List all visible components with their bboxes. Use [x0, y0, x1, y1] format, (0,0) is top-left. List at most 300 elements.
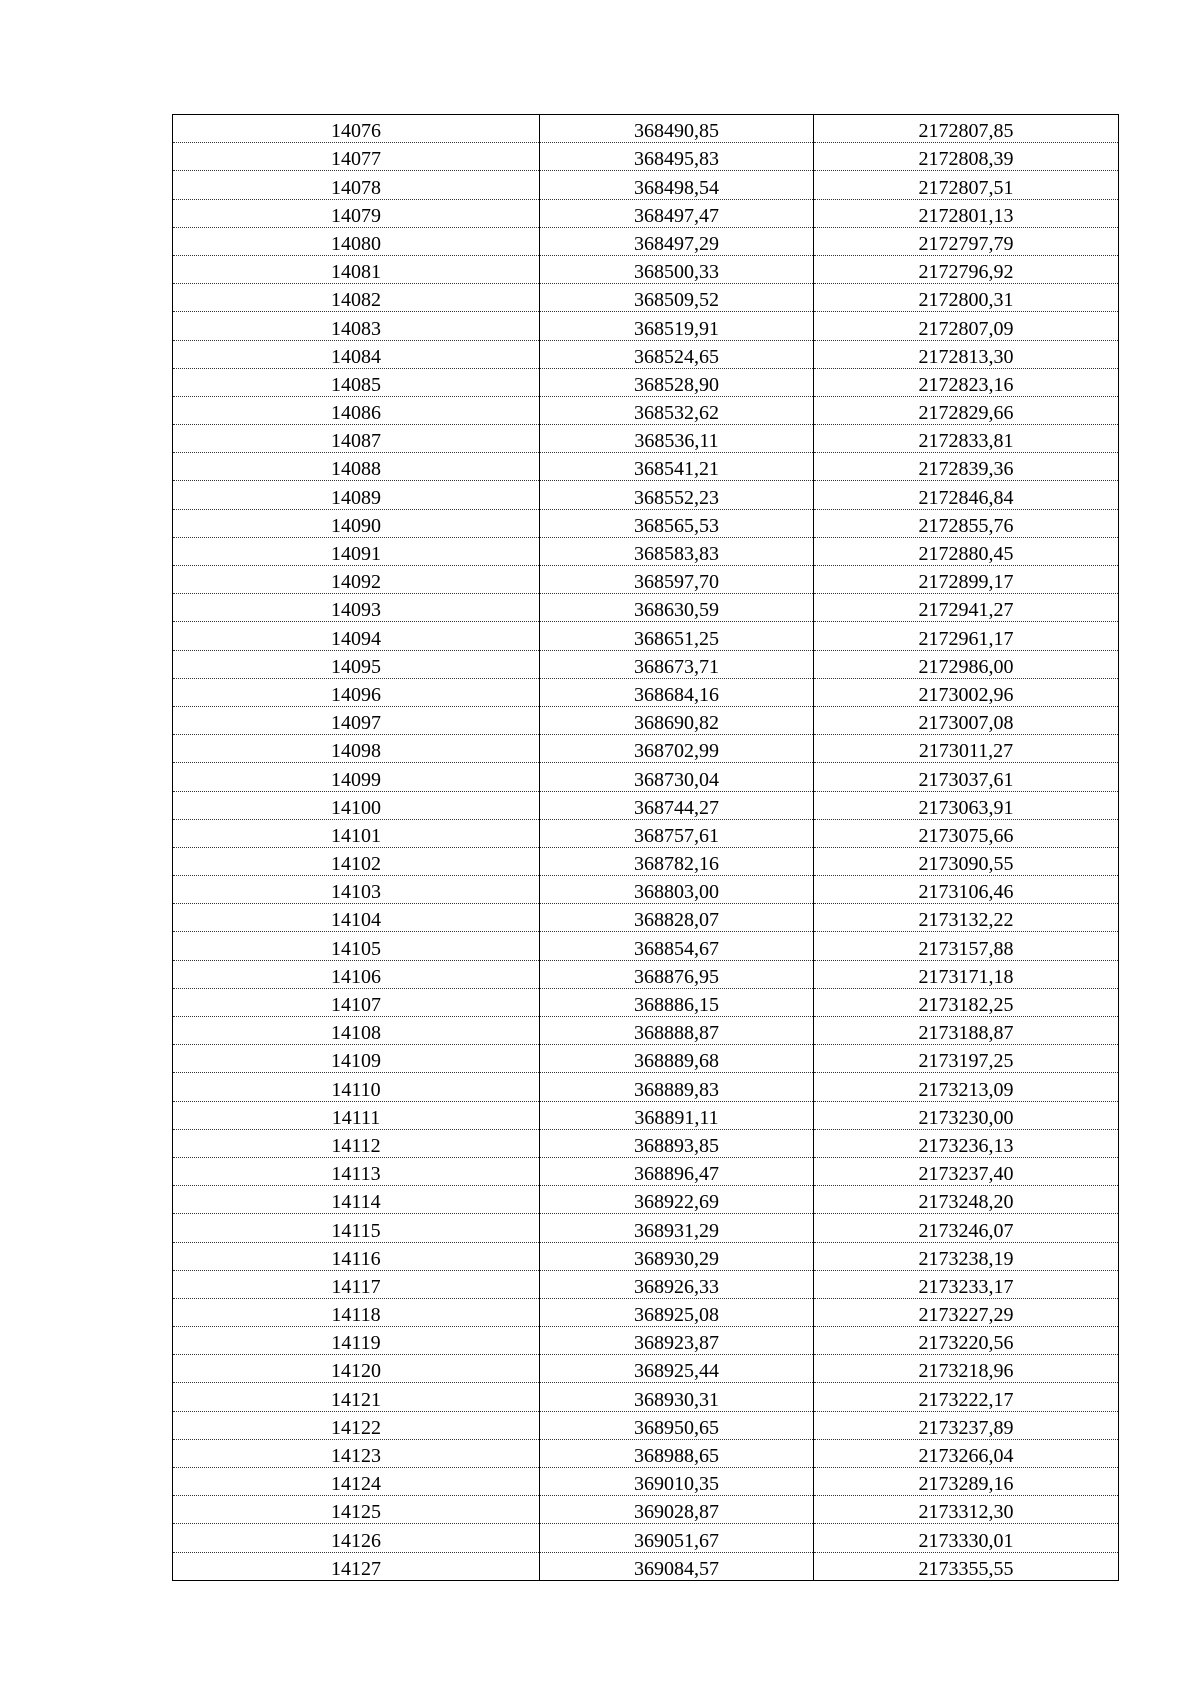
- table-row: [173, 791, 1119, 819]
- cell-text: 2172846,84: [918, 486, 1014, 509]
- cell-text: 368988,65: [634, 1445, 719, 1467]
- cell-text: 368509,52: [634, 289, 719, 312]
- y-coordinate-cell: [814, 425, 1119, 453]
- table-row: [173, 227, 1119, 255]
- cell-text: 2173266,04: [918, 1445, 1014, 1467]
- cell-text: 2172880,45: [918, 543, 1014, 565]
- cell-text: 368889,68: [634, 1050, 719, 1073]
- point-number-cell: [173, 1270, 540, 1298]
- x-coordinate-cell: [540, 537, 814, 565]
- cell-text: 2173230,00: [918, 1106, 1014, 1129]
- cell-text: 368690,82: [634, 712, 719, 735]
- point-number-cell: [173, 932, 540, 960]
- y-coordinate-cell: [814, 199, 1119, 227]
- x-coordinate-cell: [540, 368, 814, 396]
- x-coordinate-cell: [540, 312, 814, 340]
- cell-text: 14119: [331, 1332, 381, 1355]
- y-coordinate-cell: [814, 171, 1119, 199]
- table-row: [173, 622, 1119, 650]
- x-coordinate-cell: [540, 594, 814, 622]
- cell-text: 2172986,00: [918, 655, 1014, 678]
- cell-text: 2172808,39: [918, 148, 1014, 171]
- cell-text: 14123: [331, 1445, 381, 1467]
- cell-text: 368893,85: [634, 1134, 719, 1157]
- x-coordinate-cell: [540, 1468, 814, 1496]
- table-row: [173, 1468, 1119, 1496]
- cell-text: 368673,71: [634, 655, 719, 678]
- cell-text: 2173233,17: [918, 1275, 1014, 1298]
- point-number-cell: [173, 1524, 540, 1552]
- cell-text: 368497,47: [634, 204, 719, 227]
- table-row: [173, 847, 1119, 875]
- x-coordinate-cell: [540, 509, 814, 537]
- table-row: [173, 594, 1119, 622]
- cell-text: 2172839,36: [918, 458, 1014, 481]
- point-number-cell: [173, 537, 540, 565]
- cell-text: 14087: [331, 430, 381, 453]
- cell-text: 368532,62: [634, 402, 719, 425]
- table-row: [173, 1157, 1119, 1185]
- cell-text: 14110: [331, 1078, 381, 1101]
- cell-text: 368931,29: [634, 1219, 719, 1242]
- point-number-cell: [173, 1552, 540, 1580]
- cell-text: 2172807,85: [918, 120, 1014, 143]
- cell-text: 14079: [331, 204, 381, 227]
- table-row: [173, 1496, 1119, 1524]
- cell-text: 368500,33: [634, 261, 719, 284]
- cell-text: 14077: [331, 148, 381, 171]
- cell-text: 368925,44: [634, 1360, 719, 1383]
- cell-text: 14104: [331, 909, 381, 932]
- cell-text: 14098: [331, 740, 381, 763]
- y-coordinate-cell: [814, 622, 1119, 650]
- cell-text: 2173246,07: [918, 1219, 1014, 1242]
- cell-text: 368744,27: [634, 796, 719, 819]
- cell-text: 2173248,20: [918, 1191, 1014, 1214]
- x-coordinate-cell: [540, 1242, 814, 1270]
- cell-text: 14092: [331, 571, 381, 594]
- point-number-cell: [173, 171, 540, 199]
- cell-text: 14093: [331, 599, 381, 622]
- table-row: [173, 340, 1119, 368]
- y-coordinate-cell: [814, 735, 1119, 763]
- cell-text: 368930,31: [634, 1388, 719, 1411]
- cell-text: 2172855,76: [918, 514, 1014, 537]
- point-number-cell: [173, 199, 540, 227]
- point-number-cell: [173, 312, 540, 340]
- x-coordinate-cell: [540, 1157, 814, 1185]
- cell-text: 368552,23: [634, 486, 719, 509]
- table-row: [173, 1101, 1119, 1129]
- y-coordinate-cell: [814, 1214, 1119, 1242]
- point-number-cell: [173, 425, 540, 453]
- cell-text: 368524,65: [634, 345, 719, 368]
- cell-text: 2173330,01: [918, 1529, 1014, 1552]
- table-row: [173, 1186, 1119, 1214]
- cell-text: 14113: [331, 1163, 381, 1186]
- table-row: [173, 706, 1119, 734]
- point-number-cell: [173, 453, 540, 481]
- cell-text: 14080: [331, 232, 381, 255]
- x-coordinate-cell: [540, 1383, 814, 1411]
- y-coordinate-cell: [814, 1468, 1119, 1496]
- cell-text: 14115: [331, 1219, 381, 1242]
- table-row: [173, 396, 1119, 424]
- table-row: [173, 876, 1119, 904]
- cell-text: 2172796,92: [918, 261, 1014, 284]
- table-row: [173, 453, 1119, 481]
- cell-text: 14111: [331, 1106, 381, 1129]
- y-coordinate-cell: [814, 876, 1119, 904]
- cell-text: 2172899,17: [918, 571, 1014, 594]
- x-coordinate-cell: [540, 1017, 814, 1045]
- x-coordinate-cell: [540, 988, 814, 1016]
- y-coordinate-cell: [814, 227, 1119, 255]
- y-coordinate-cell: [814, 706, 1119, 734]
- y-coordinate-cell: [814, 1073, 1119, 1101]
- table-row: [173, 1045, 1119, 1073]
- y-coordinate-cell: [814, 143, 1119, 171]
- point-number-cell: [173, 1468, 540, 1496]
- table-row: [173, 960, 1119, 988]
- cell-text: 14100: [331, 796, 381, 819]
- table-row: [173, 509, 1119, 537]
- cell-text: 14083: [331, 317, 381, 340]
- x-coordinate-cell: [540, 1045, 814, 1073]
- cell-text: 368651,25: [634, 627, 719, 650]
- y-coordinate-cell: [814, 791, 1119, 819]
- point-number-cell: [173, 1214, 540, 1242]
- cell-text: 14089: [331, 486, 381, 509]
- cell-text: 14102: [331, 853, 381, 876]
- cell-text: 368498,54: [634, 176, 719, 199]
- point-number-cell: [173, 1383, 540, 1411]
- point-number-cell: [173, 678, 540, 706]
- y-coordinate-cell: [814, 819, 1119, 847]
- x-coordinate-cell: [540, 904, 814, 932]
- point-number-cell: [173, 960, 540, 988]
- x-coordinate-cell: [540, 876, 814, 904]
- cell-text: 2173037,61: [918, 768, 1014, 791]
- y-coordinate-cell: [814, 1496, 1119, 1524]
- cell-text: 368583,83: [634, 543, 719, 565]
- point-number-cell: [173, 566, 540, 594]
- y-coordinate-cell: [814, 284, 1119, 312]
- cell-text: 14107: [331, 994, 381, 1016]
- y-coordinate-cell: [814, 960, 1119, 988]
- cell-text: 14082: [331, 289, 381, 312]
- cell-text: 14081: [331, 261, 381, 284]
- cell-text: 368926,33: [634, 1275, 719, 1298]
- cell-text: 14094: [331, 627, 381, 650]
- cell-text: 368891,11: [634, 1106, 719, 1129]
- x-coordinate-cell: [540, 1327, 814, 1355]
- table-row: [173, 566, 1119, 594]
- table-row: [173, 1298, 1119, 1326]
- point-number-cell: [173, 1129, 540, 1157]
- table-row: [173, 1073, 1119, 1101]
- x-coordinate-cell: [540, 622, 814, 650]
- cell-text: 14122: [331, 1416, 381, 1439]
- cell-text: 368757,61: [634, 824, 719, 847]
- y-coordinate-cell: [814, 904, 1119, 932]
- point-number-cell: [173, 481, 540, 509]
- cell-text: 369028,87: [634, 1501, 719, 1524]
- point-number-cell: [173, 1355, 540, 1383]
- point-number-cell: [173, 1496, 540, 1524]
- point-number-cell: [173, 255, 540, 283]
- y-coordinate-cell: [814, 1186, 1119, 1214]
- y-coordinate-cell: [814, 1242, 1119, 1270]
- table-row: [173, 199, 1119, 227]
- y-coordinate-cell: [814, 763, 1119, 791]
- table-row: [173, 1270, 1119, 1298]
- x-coordinate-cell: [540, 171, 814, 199]
- table-row: [173, 255, 1119, 283]
- point-number-cell: [173, 622, 540, 650]
- cell-text: 368803,00: [634, 881, 719, 904]
- table-row: [173, 932, 1119, 960]
- cell-text: 14103: [331, 881, 381, 904]
- cell-text: 14106: [331, 965, 381, 988]
- table-row: [173, 284, 1119, 312]
- y-coordinate-cell: [814, 312, 1119, 340]
- cell-text: 2173213,09: [918, 1078, 1014, 1101]
- x-coordinate-cell: [540, 1129, 814, 1157]
- cell-text: 368528,90: [634, 373, 719, 396]
- point-number-cell: [173, 1242, 540, 1270]
- cell-text: 2173218,96: [918, 1360, 1014, 1383]
- y-coordinate-cell: [814, 594, 1119, 622]
- cell-text: 2173312,30: [918, 1501, 1014, 1524]
- table-row: [173, 1552, 1119, 1580]
- x-coordinate-cell: [540, 650, 814, 678]
- y-coordinate-cell: [814, 1383, 1119, 1411]
- table-row: [173, 537, 1119, 565]
- x-coordinate-cell: [540, 678, 814, 706]
- cell-text: 368630,59: [634, 599, 719, 622]
- cell-text: 368930,29: [634, 1247, 719, 1270]
- y-coordinate-cell: [814, 537, 1119, 565]
- cell-text: 2173182,25: [918, 994, 1014, 1016]
- table-row: [173, 1242, 1119, 1270]
- y-coordinate-cell: [814, 255, 1119, 283]
- cell-text: 2173007,08: [918, 712, 1014, 735]
- table-row: [173, 1129, 1119, 1157]
- cell-text: 2172961,17: [918, 627, 1014, 650]
- table-row: [173, 678, 1119, 706]
- cell-text: 369084,57: [634, 1557, 719, 1580]
- x-coordinate-cell: [540, 340, 814, 368]
- x-coordinate-cell: [540, 819, 814, 847]
- table-row: [173, 763, 1119, 791]
- y-coordinate-cell: [814, 1129, 1119, 1157]
- cell-text: 2172807,51: [918, 176, 1014, 199]
- x-coordinate-cell: [540, 1186, 814, 1214]
- table-row: [173, 735, 1119, 763]
- x-coordinate-cell: [540, 453, 814, 481]
- point-number-cell: [173, 904, 540, 932]
- y-coordinate-cell: [814, 678, 1119, 706]
- point-number-cell: [173, 650, 540, 678]
- point-number-cell: [173, 1045, 540, 1073]
- cell-text: 2172941,27: [918, 599, 1014, 622]
- y-coordinate-cell: [814, 1355, 1119, 1383]
- cell-text: 2173157,88: [918, 937, 1014, 960]
- y-coordinate-cell: [814, 1298, 1119, 1326]
- cell-text: 2172801,13: [918, 204, 1014, 227]
- cell-text: 368541,21: [634, 458, 719, 481]
- y-coordinate-cell: [814, 1157, 1119, 1185]
- x-coordinate-cell: [540, 1298, 814, 1326]
- y-coordinate-cell: [814, 115, 1119, 143]
- table-row: [173, 988, 1119, 1016]
- cell-text: 2172807,09: [918, 317, 1014, 340]
- point-number-cell: [173, 735, 540, 763]
- x-coordinate-cell: [540, 1411, 814, 1439]
- x-coordinate-cell: [540, 115, 814, 143]
- cell-text: 14125: [331, 1501, 381, 1524]
- x-coordinate-cell: [540, 763, 814, 791]
- table-row: [173, 481, 1119, 509]
- y-coordinate-cell: [814, 566, 1119, 594]
- cell-text: 2173090,55: [918, 853, 1014, 876]
- table-row: [173, 312, 1119, 340]
- cell-text: 2172813,30: [918, 345, 1014, 368]
- point-number-cell: [173, 1411, 540, 1439]
- point-number-cell: [173, 1101, 540, 1129]
- cell-text: 368888,87: [634, 1022, 719, 1045]
- cell-text: 368684,16: [634, 683, 719, 706]
- x-coordinate-cell: [540, 566, 814, 594]
- cell-text: 2172833,81: [918, 430, 1014, 453]
- cell-text: 2173063,91: [918, 796, 1014, 819]
- coordinates-table-body: [173, 115, 1119, 1581]
- x-coordinate-cell: [540, 255, 814, 283]
- cell-text: 368782,16: [634, 853, 719, 876]
- x-coordinate-cell: [540, 1270, 814, 1298]
- y-coordinate-cell: [814, 1045, 1119, 1073]
- y-coordinate-cell: [814, 509, 1119, 537]
- x-coordinate-cell: [540, 481, 814, 509]
- cell-text: 14095: [331, 655, 381, 678]
- cell-text: 14090: [331, 514, 381, 537]
- y-coordinate-cell: [814, 1411, 1119, 1439]
- cell-text: 14121: [331, 1388, 381, 1411]
- x-coordinate-cell: [540, 1524, 814, 1552]
- x-coordinate-cell: [540, 1073, 814, 1101]
- x-coordinate-cell: [540, 227, 814, 255]
- y-coordinate-cell: [814, 481, 1119, 509]
- x-coordinate-cell: [540, 1101, 814, 1129]
- y-coordinate-cell: [814, 368, 1119, 396]
- cell-text: 14086: [331, 402, 381, 425]
- table-row: [173, 115, 1119, 143]
- cell-text: 14085: [331, 373, 381, 396]
- point-number-cell: [173, 1439, 540, 1467]
- cell-text: 368495,83: [634, 148, 719, 171]
- cell-text: 14088: [331, 458, 381, 481]
- cell-text: 368519,91: [634, 317, 719, 340]
- y-coordinate-cell: [814, 988, 1119, 1016]
- cell-text: 2173289,16: [918, 1473, 1014, 1496]
- cell-text: 14117: [331, 1275, 381, 1298]
- table-row: [173, 368, 1119, 396]
- cell-text: 368702,99: [634, 740, 719, 763]
- cell-text: 14118: [331, 1304, 381, 1327]
- point-number-cell: [173, 791, 540, 819]
- point-number-cell: [173, 594, 540, 622]
- x-coordinate-cell: [540, 932, 814, 960]
- cell-text: 2173237,40: [918, 1163, 1014, 1186]
- cell-text: 14076: [331, 120, 381, 143]
- cell-text: 368923,87: [634, 1332, 719, 1355]
- cell-text: 2173132,22: [918, 909, 1014, 932]
- table-row: [173, 1017, 1119, 1045]
- y-coordinate-cell: [814, 1017, 1119, 1045]
- cell-text: 2173220,56: [918, 1332, 1014, 1355]
- cell-text: 14114: [331, 1191, 381, 1214]
- point-number-cell: [173, 819, 540, 847]
- cell-text: 368597,70: [634, 571, 719, 594]
- cell-text: 14078: [331, 176, 381, 199]
- cell-text: 14108: [331, 1022, 381, 1045]
- x-coordinate-cell: [540, 1552, 814, 1580]
- x-coordinate-cell: [540, 396, 814, 424]
- point-number-cell: [173, 340, 540, 368]
- cell-text: 2173238,19: [918, 1247, 1014, 1270]
- cell-text: 2173227,29: [918, 1304, 1014, 1327]
- cell-text: 368896,47: [634, 1163, 719, 1186]
- cell-text: 14112: [331, 1134, 381, 1157]
- cell-text: 2173355,55: [918, 1557, 1014, 1580]
- cell-text: 2173075,66: [918, 824, 1014, 847]
- cell-text: 14091: [331, 543, 381, 565]
- cell-text: 2172800,31: [918, 289, 1014, 312]
- cell-text: 2173188,87: [918, 1022, 1014, 1045]
- cell-text: 2172823,16: [918, 373, 1014, 396]
- cell-text: 2173222,17: [918, 1388, 1014, 1411]
- cell-text: 14099: [331, 768, 381, 791]
- point-number-cell: [173, 284, 540, 312]
- x-coordinate-cell: [540, 284, 814, 312]
- point-number-cell: [173, 227, 540, 255]
- y-coordinate-cell: [814, 1101, 1119, 1129]
- y-coordinate-cell: [814, 1327, 1119, 1355]
- cell-text: 2172829,66: [918, 402, 1014, 425]
- table-row: [173, 143, 1119, 171]
- cell-text: 368536,11: [634, 430, 719, 453]
- cell-text: 368876,95: [634, 965, 719, 988]
- cell-text: 368950,65: [634, 1416, 719, 1439]
- x-coordinate-cell: [540, 847, 814, 875]
- cell-text: 368565,53: [634, 514, 719, 537]
- cell-text: 2173171,18: [918, 965, 1014, 988]
- point-number-cell: [173, 396, 540, 424]
- table-row: [173, 1355, 1119, 1383]
- cell-text: 14116: [331, 1247, 381, 1270]
- cell-text: 14084: [331, 345, 381, 368]
- cell-text: 14127: [331, 1557, 381, 1580]
- y-coordinate-cell: [814, 1270, 1119, 1298]
- cell-text: 368889,83: [634, 1078, 719, 1101]
- cell-text: 14097: [331, 712, 381, 735]
- cell-text: 2173236,13: [918, 1134, 1014, 1157]
- point-number-cell: [173, 115, 540, 143]
- cell-text: 14124: [331, 1473, 381, 1496]
- y-coordinate-cell: [814, 932, 1119, 960]
- cell-text: 368730,04: [634, 768, 719, 791]
